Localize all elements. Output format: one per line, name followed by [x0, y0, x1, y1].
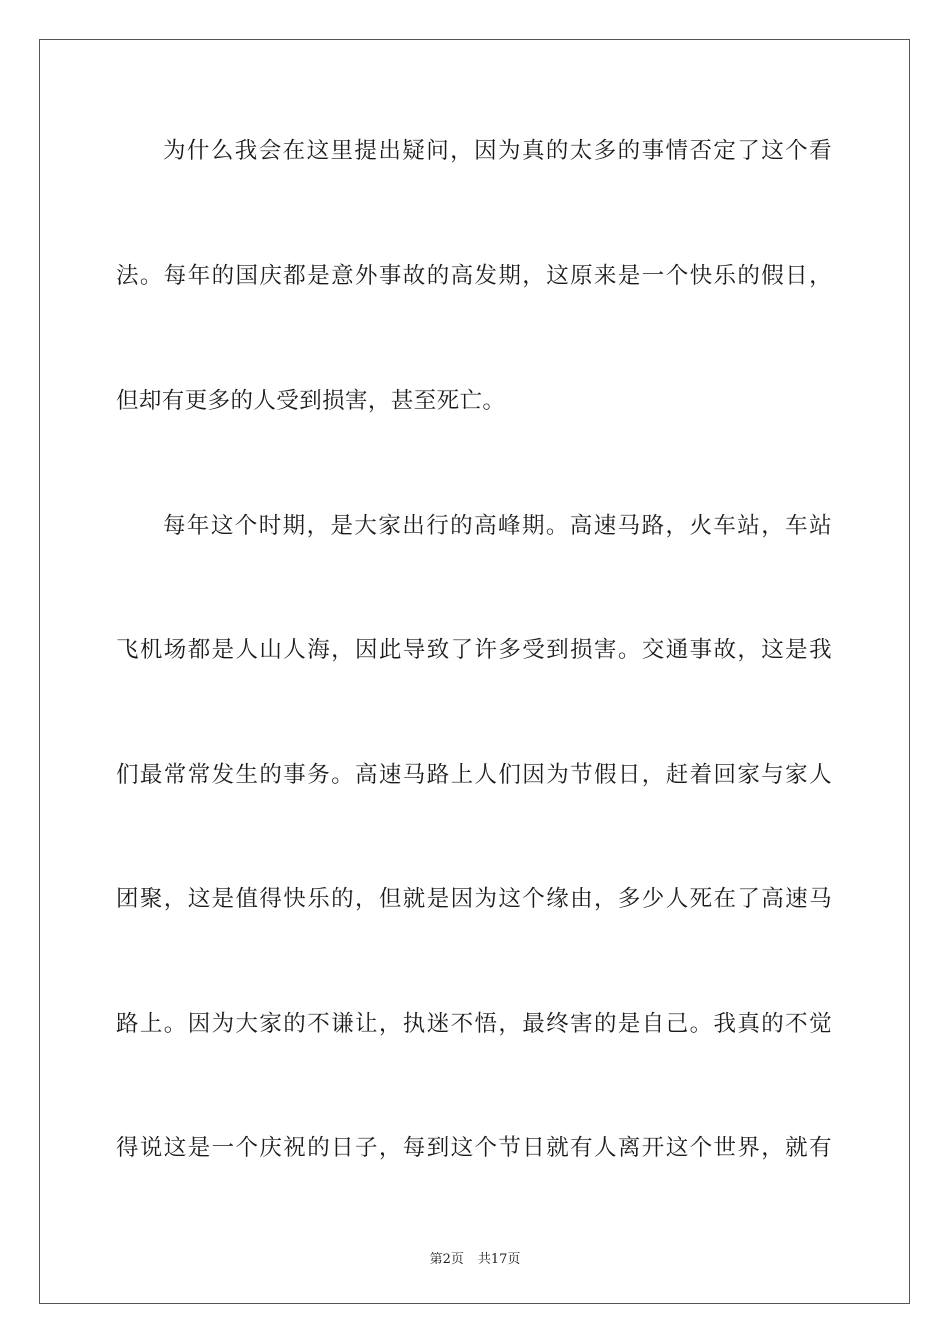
paragraph-2-line-4: 团聚，这是值得快乐的，但就是因为这个缘由，多少人死在了高速马 [116, 886, 832, 912]
paragraph-2-line-3: 们最常常发生的事务。高速马路上人们因为节假日，赶着回家与家人 [116, 762, 832, 788]
page-total: 共17页 [477, 1252, 521, 1267]
page-footer [0, 1248, 950, 1267]
paragraph-1-line-1: 为什么我会在这里提出疑问，因为真的太多的事情否定了这个看 [163, 138, 832, 164]
paragraph-1-line-2: 法。每年的国庆都是意外事故的高发期，这原来是一个快乐的假日， [116, 263, 832, 289]
page-border [39, 39, 910, 1304]
paragraph-1-line-3: 但却有更多的人受到损害，甚至死亡。 [116, 388, 506, 414]
paragraph-2-line-1: 每年这个时期，是大家出行的高峰期。高速马路，火车站，车站 [163, 513, 832, 539]
paragraph-2-line-2: 飞机场都是人山人海，因此导致了许多受到损害。交通事故，这是我 [116, 637, 832, 663]
paragraph-2-line-6: 得说这是一个庆祝的日子，每到这个节日就有人离开这个世界，就有 [116, 1135, 832, 1161]
paragraph-2-line-5: 路上。因为大家的不谦让，执迷不悟，最终害的是自己。我真的不觉 [116, 1011, 832, 1037]
page-number: 第2页 [429, 1252, 464, 1267]
